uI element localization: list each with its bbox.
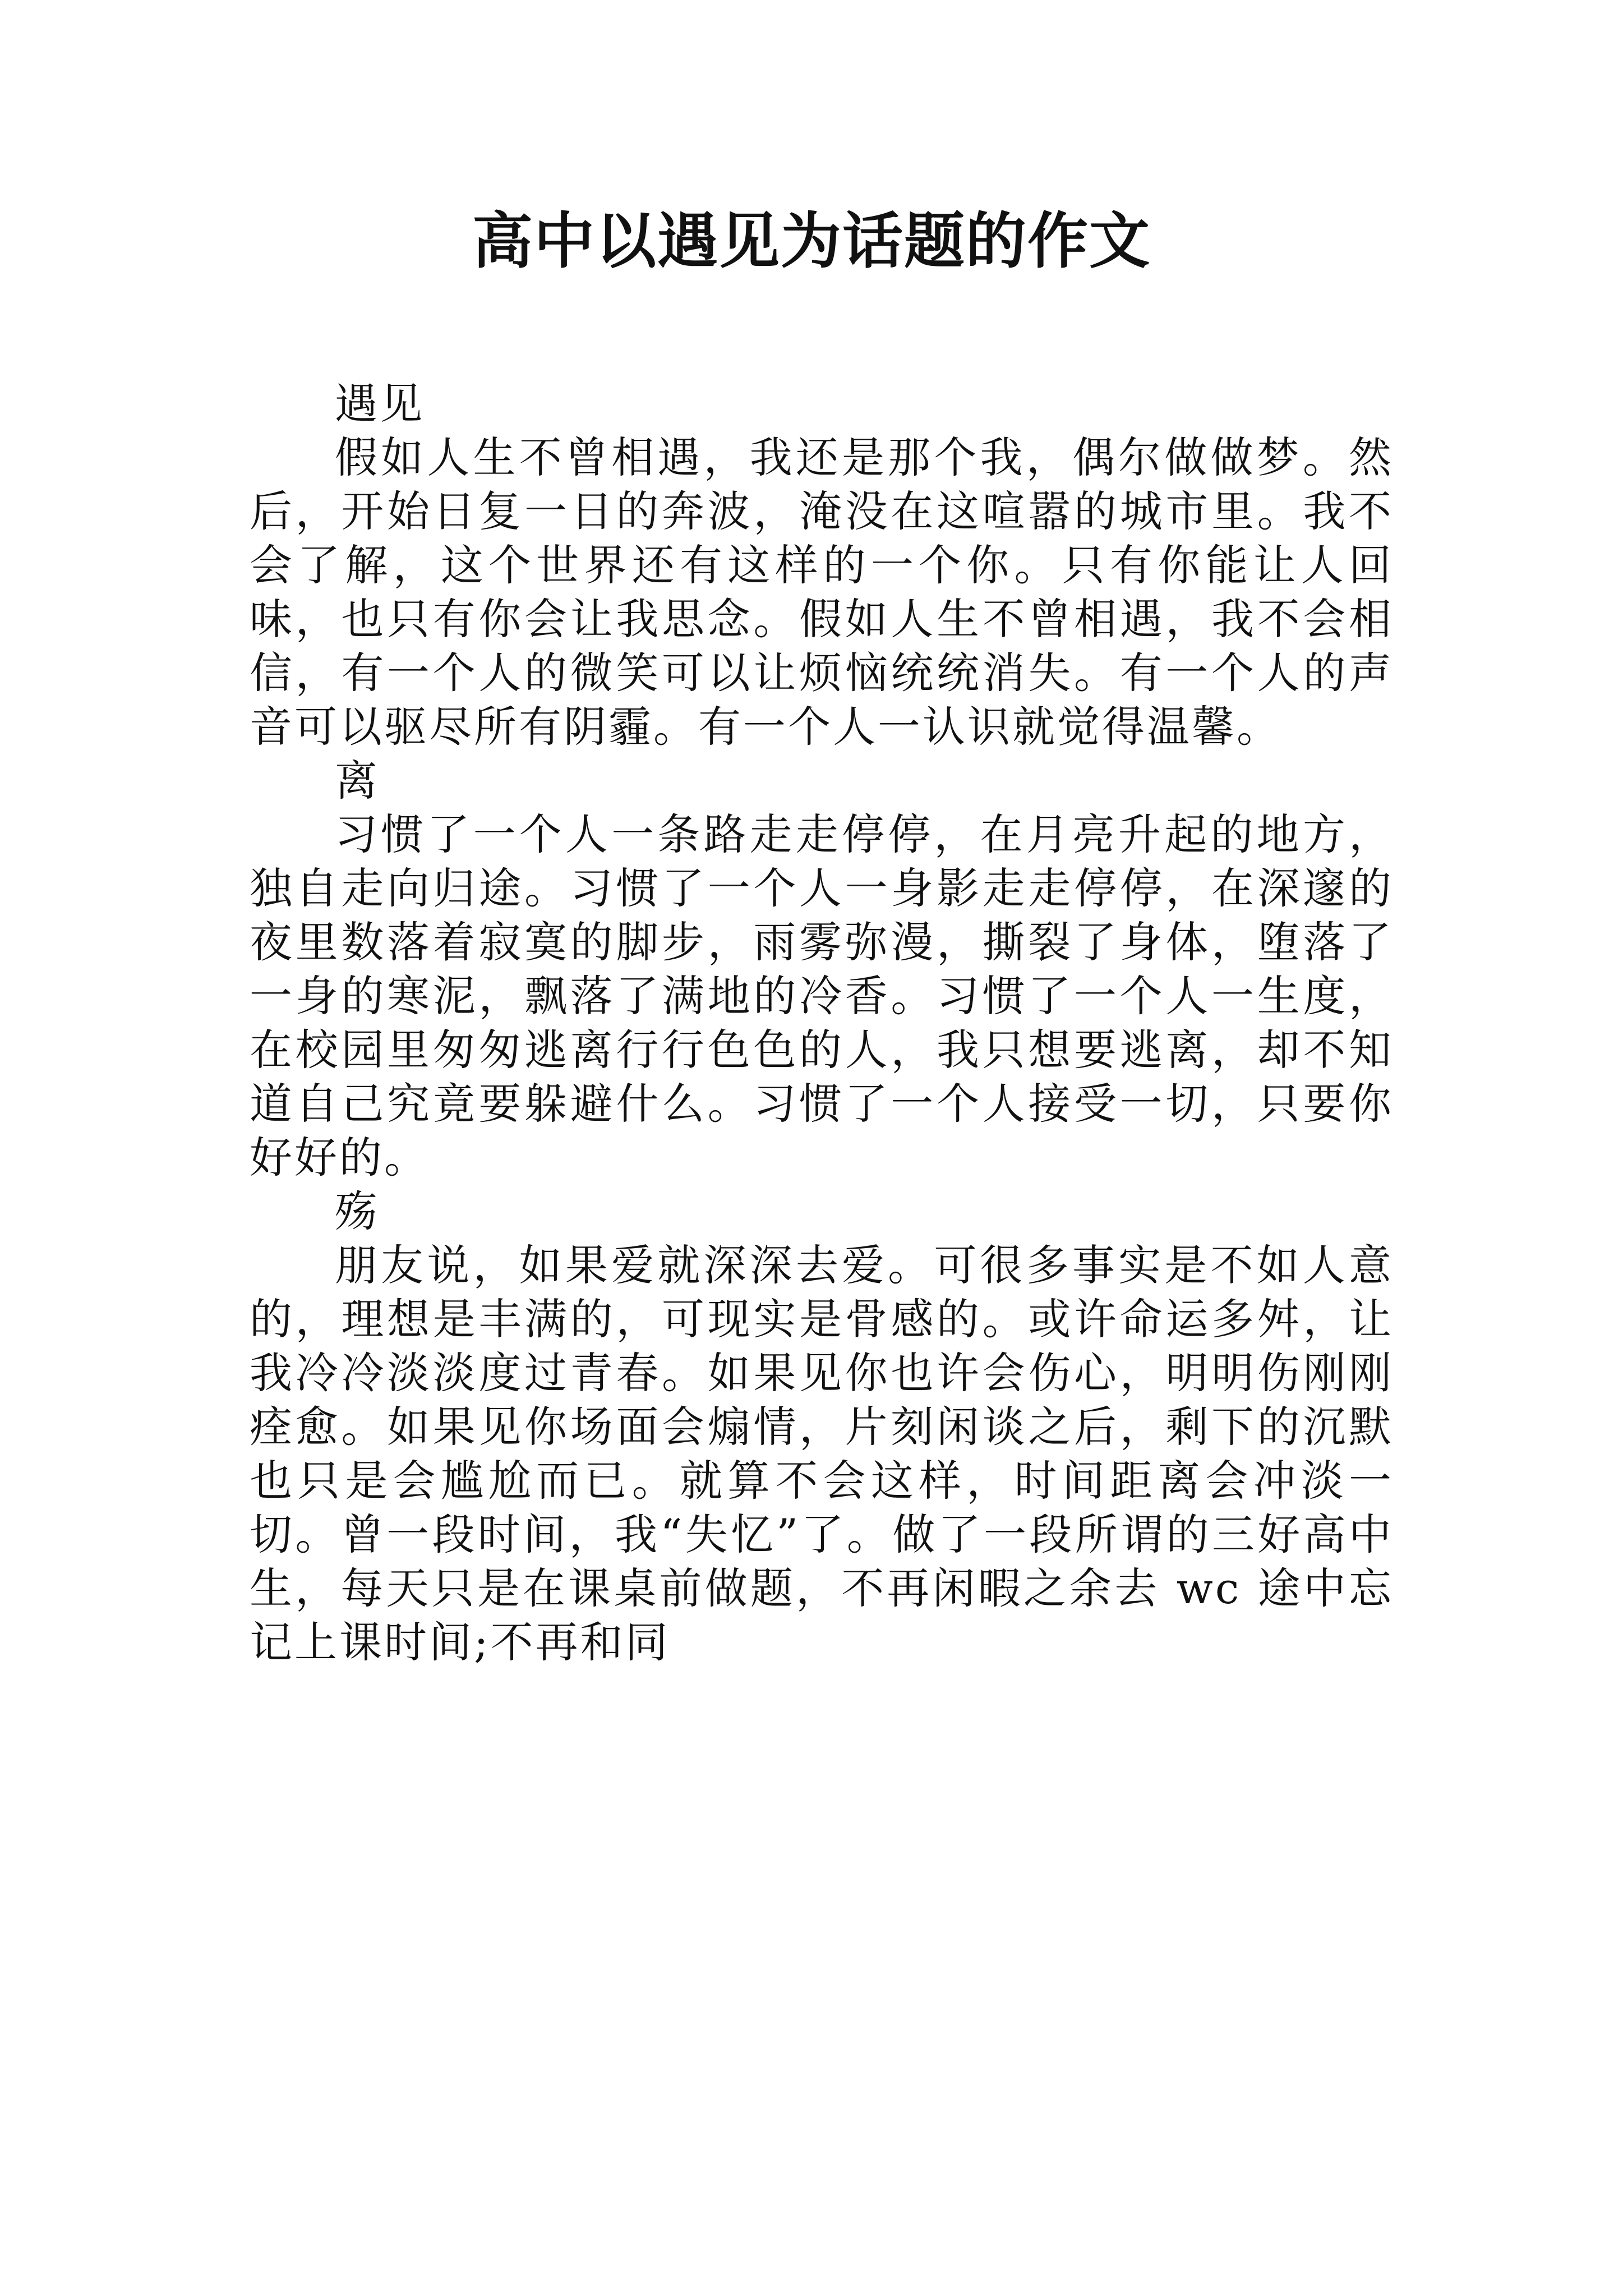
section-heading-leave: 离	[335, 756, 380, 806]
section-paragraph-leave: 习惯了一个人一条路走走停停，在月亮升起的地方，独自走向归途。习惯了一个人一身影走走停停，在深邃的夜里数落着寂寞的脚步，雨雾弥漫，撕裂了身体，堕落了一身的寒泥，飘落了满地的冷香。习惯了一个人一生度，在校园里匆匆逃离行行色色的人，我只想要逃离，却不知道自己究竟要躲避什么。习惯了一个人接受一切，只要你好好的。	[250, 809, 1394, 1182]
document-title: 高中以遇见为话题的作文	[472, 206, 1151, 277]
document-body	[250, 377, 1394, 1669]
section-heading-encounter: 遇见	[335, 379, 425, 429]
section-heading-sorrow: 殇	[335, 1186, 380, 1236]
section-paragraph-sorrow: 朋友说，如果爱就深深去爱。可很多事实是不如人意的，理想是丰满的，可现实是骨感的。或许命运多舛，让我冷冷淡淡度过青春。如果见你也许会伤心，明明伤刚刚痊愈。如果见你场面会煽情，片刻闲谈之后，剩下的沉默也只是会尴尬而已。就算不会这样，时间距离会冲淡一切。曾一段时间，我“失忆”了。做了一段所谓的三好高中生，每天只是在课桌前做题，不再闲暇之余去 wc 途中忘记上课时间;不再和同	[250, 1240, 1394, 1667]
section-paragraph-encounter: 假如人生不曾相遇，我还是那个我，偶尔做做梦。然后，开始日复一日的奔波，淹没在这喧嚣的城市里。我不会了解，这个世界还有这样的一个你。只有你能让人回味，也只有你会让我思念。假如人生不曾相遇，我不会相信，有一个人的微笑可以让烦恼统统消失。有一个人的声音可以驱尽所有阴霾。有一个人一认识就觉得温馨。	[250, 432, 1394, 752]
